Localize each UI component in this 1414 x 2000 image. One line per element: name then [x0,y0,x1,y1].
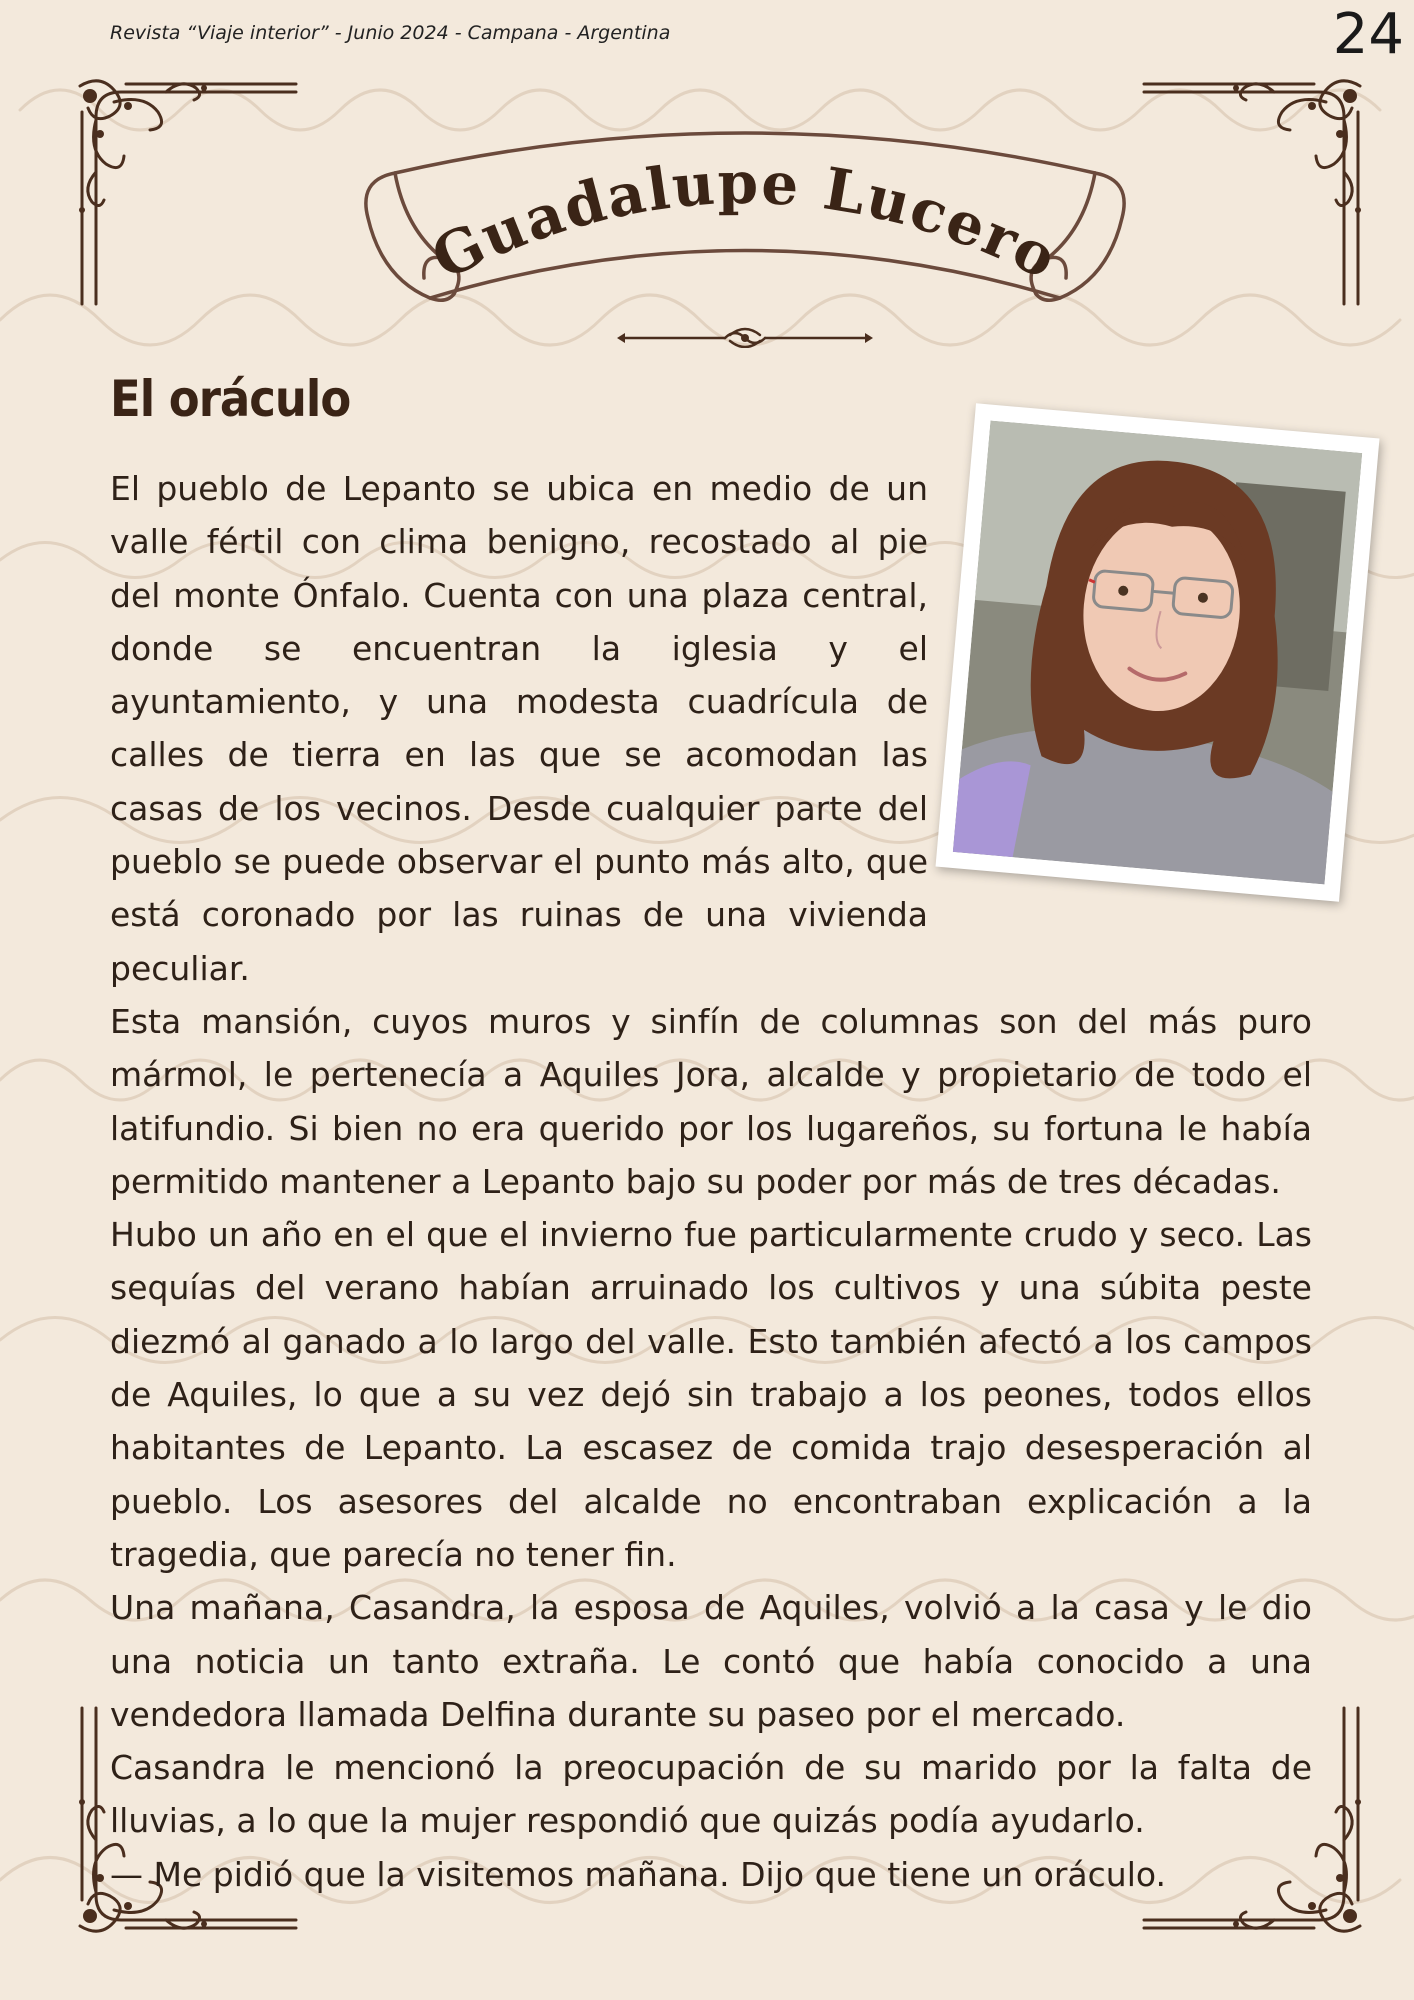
article-paragraph: Una mañana, Casandra, la esposa de Aquiles, volvió a la casa y le dio una noticia un tanto extraña. Le contó que había conocido a una vendedora llamada Delfina durante su paseo por el mercado. [110,1588,1312,1734]
article-title: El oráculo [110,370,351,428]
publication-header: Revista “Viaje interior” - Junio 2024 - Campana - Argentina [110,22,671,44]
article-paragraph: Hubo un año en el que el invierno fue particularmente crudo y seco. Las sequías del verano habían arruinado los cultivos y una súbita peste diezmó al ganado a lo largo del valle. Esto también afectó a los campos de Aquiles, lo que a su vez dejó sin trabajo a los peones, todos ellos habitantes de Lepanto. La escasez de comida trajo desesperación al pueblo. Los asesores del alcalde no encontraban explicación a la tragedia, que parecía no tener fin. [110,1215,1312,1574]
author-name: Guadalupe Lucero [421,148,1069,293]
article-paragraph: — Me pidió que la visitemos mañana. Dijo que tiene un oráculo. [110,1854,1166,1894]
page-number: 24 [1332,2,1404,67]
article-paragraph: Esta mansión, cuyos muros y sinfín de columnas son del más puro mármol, le pertenecía a Aquiles Jora, alcalde y propietario de todo el latifundio. Si bien no era querido por los lugareños, su fortuna le había permitido mantener a Lepanto bajo su poder por más de tres décadas. [110,1001,1312,1201]
ornament-corner-top-right [1134,72,1374,312]
article-paragraph: El pueblo de Lepanto se ubica en medio de un valle fértil con clima benigno, recostado al pie del monte Ónfalo. Cuenta con una plaza central, donde se encuentran la iglesia y el ayuntamiento, y una modesta cuadrícula de calles de tierra en las que se acomodan las casas de los vecinos. Desde cualquier parte del pueblo se puede observar el punto más alto, que está coronado por las ruinas de una vivienda peculiar. [110,469,928,988]
article-body [110,462,1312,1901]
author-banner [350,108,1140,348]
ornament-corner-top-left [66,72,306,312]
article-paragraph: Casandra le mencionó la preocupación de su marido por la falta de lluvias, a lo que la mujer respondió que quizás podía ayudarlo. [110,1748,1312,1841]
